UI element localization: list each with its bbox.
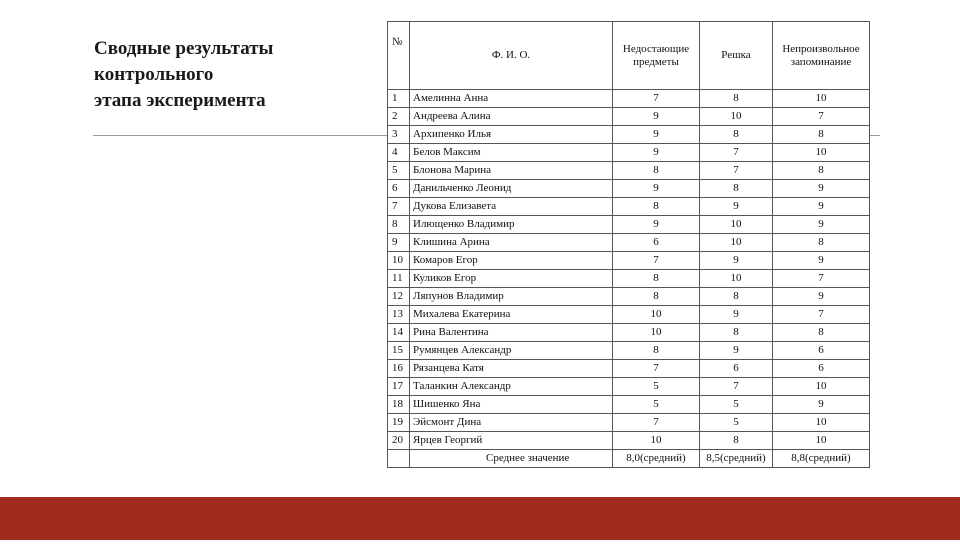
- row-reshka-cell: 9: [700, 252, 773, 270]
- row-missing-items-cell: 8: [613, 270, 700, 288]
- table-row: [388, 252, 870, 270]
- header-number: №: [388, 22, 410, 90]
- table-row: [388, 432, 870, 450]
- row-name-cell: Ярцев Георгий: [410, 432, 613, 450]
- row-involuntary-memory-cell: 9: [773, 180, 870, 198]
- slide-title: [94, 36, 334, 114]
- row-number-cell: 7: [388, 198, 410, 216]
- row-reshka-cell: 5: [700, 396, 773, 414]
- table-row: [388, 396, 870, 414]
- row-missing-items-cell: 8: [613, 162, 700, 180]
- table-row: [388, 360, 870, 378]
- results-table-container: [387, 21, 869, 464]
- row-involuntary-memory-cell: 7: [773, 306, 870, 324]
- row-missing-items-cell: 7: [613, 360, 700, 378]
- row-reshka-cell: 7: [700, 144, 773, 162]
- row-number-cell: 2: [388, 108, 410, 126]
- row-name-cell: Михалева Екатерина: [410, 306, 613, 324]
- row-number-cell: 3: [388, 126, 410, 144]
- row-reshka-cell: 8: [700, 324, 773, 342]
- row-involuntary-memory-cell: 10: [773, 432, 870, 450]
- row-involuntary-memory-cell: 10: [773, 378, 870, 396]
- header-involuntary-memory: Непроизвольное запоминание: [773, 22, 870, 90]
- row-number-cell: 17: [388, 378, 410, 396]
- average-missing-items: 8,0(средний): [613, 450, 700, 468]
- row-involuntary-memory-cell: 6: [773, 342, 870, 360]
- average-label: Среднее значение: [410, 450, 613, 468]
- row-number-cell: 10: [388, 252, 410, 270]
- table-row: [388, 108, 870, 126]
- table-row: [388, 378, 870, 396]
- row-involuntary-memory-cell: 8: [773, 234, 870, 252]
- row-involuntary-memory-cell: 9: [773, 216, 870, 234]
- row-name-cell: Дукова Елизавета: [410, 198, 613, 216]
- row-number-cell: 11: [388, 270, 410, 288]
- row-involuntary-memory-cell: 7: [773, 270, 870, 288]
- row-name-cell: Таланкин Александр: [410, 378, 613, 396]
- row-number-cell: 16: [388, 360, 410, 378]
- table-row: [388, 414, 870, 432]
- table-row: [388, 324, 870, 342]
- row-reshka-cell: 8: [700, 288, 773, 306]
- table-row: [388, 180, 870, 198]
- row-reshka-cell: 9: [700, 198, 773, 216]
- table-row: [388, 288, 870, 306]
- row-missing-items-cell: 10: [613, 306, 700, 324]
- row-involuntary-memory-cell: 10: [773, 90, 870, 108]
- row-name-cell: Куликов Егор: [410, 270, 613, 288]
- row-involuntary-memory-cell: 9: [773, 288, 870, 306]
- row-missing-items-cell: 10: [613, 432, 700, 450]
- row-reshka-cell: 7: [700, 162, 773, 180]
- row-name-cell: Эйсмонт Дина: [410, 414, 613, 432]
- row-involuntary-memory-cell: 7: [773, 108, 870, 126]
- row-name-cell: Данильченко Леонид: [410, 180, 613, 198]
- row-involuntary-memory-cell: 8: [773, 126, 870, 144]
- row-reshka-cell: 8: [700, 180, 773, 198]
- row-missing-items-cell: 5: [613, 378, 700, 396]
- table-row: [388, 198, 870, 216]
- row-number-cell: 6: [388, 180, 410, 198]
- table-row: [388, 234, 870, 252]
- row-reshka-cell: 7: [700, 378, 773, 396]
- table-row: [388, 270, 870, 288]
- footer-bar: [0, 497, 960, 540]
- row-involuntary-memory-cell: 8: [773, 324, 870, 342]
- row-reshka-cell: 10: [700, 216, 773, 234]
- row-missing-items-cell: 7: [613, 252, 700, 270]
- table-row: [388, 126, 870, 144]
- row-name-cell: Комаров Егор: [410, 252, 613, 270]
- row-name-cell: Ляпунов Владимир: [410, 288, 613, 306]
- row-involuntary-memory-cell: 6: [773, 360, 870, 378]
- row-reshka-cell: 6: [700, 360, 773, 378]
- row-involuntary-memory-cell: 10: [773, 414, 870, 432]
- row-name-cell: Андреева Алина: [410, 108, 613, 126]
- table-row: [388, 90, 870, 108]
- row-number-cell: 8: [388, 216, 410, 234]
- row-missing-items-cell: 7: [613, 90, 700, 108]
- row-missing-items-cell: 5: [613, 396, 700, 414]
- row-missing-items-cell: 9: [613, 216, 700, 234]
- header-name: Ф. И. О.: [410, 22, 613, 90]
- row-involuntary-memory-cell: 8: [773, 162, 870, 180]
- row-number-cell: 13: [388, 306, 410, 324]
- header-missing-items: Недостающие предметы: [613, 22, 700, 90]
- row-name-cell: Клишина Арина: [410, 234, 613, 252]
- row-name-cell: Амелинна Анна: [410, 90, 613, 108]
- row-missing-items-cell: 9: [613, 180, 700, 198]
- row-reshka-cell: 5: [700, 414, 773, 432]
- row-involuntary-memory-cell: 10: [773, 144, 870, 162]
- average-reshka: 8,5(средний): [700, 450, 773, 468]
- row-number-cell: 9: [388, 234, 410, 252]
- table-header-row: [388, 22, 870, 90]
- row-involuntary-memory-cell: 9: [773, 396, 870, 414]
- row-name-cell: Рина Валентина: [410, 324, 613, 342]
- row-missing-items-cell: 9: [613, 126, 700, 144]
- slide-title-line-1: Сводные результаты: [94, 38, 274, 59]
- average-involuntary-memory: 8,8(средний): [773, 450, 870, 468]
- row-reshka-cell: 10: [700, 234, 773, 252]
- table-row: [388, 342, 870, 360]
- row-number-cell: 4: [388, 144, 410, 162]
- average-no-cell: [388, 450, 410, 468]
- row-number-cell: 19: [388, 414, 410, 432]
- row-missing-items-cell: 10: [613, 324, 700, 342]
- slide-title-line-3: этапа эксперимента: [94, 90, 266, 111]
- table-row: [388, 216, 870, 234]
- header-reshka: Решка: [700, 22, 773, 90]
- row-reshka-cell: 8: [700, 90, 773, 108]
- row-reshka-cell: 10: [700, 270, 773, 288]
- row-missing-items-cell: 8: [613, 342, 700, 360]
- row-reshka-cell: 9: [700, 306, 773, 324]
- row-number-cell: 14: [388, 324, 410, 342]
- row-number-cell: 1: [388, 90, 410, 108]
- row-reshka-cell: 8: [700, 126, 773, 144]
- row-missing-items-cell: 8: [613, 198, 700, 216]
- results-table: [387, 21, 870, 468]
- row-reshka-cell: 10: [700, 108, 773, 126]
- table-row: [388, 306, 870, 324]
- row-name-cell: Шишенко Яна: [410, 396, 613, 414]
- table-row: [388, 144, 870, 162]
- row-number-cell: 12: [388, 288, 410, 306]
- row-missing-items-cell: 9: [613, 144, 700, 162]
- row-reshka-cell: 9: [700, 342, 773, 360]
- row-reshka-cell: 8: [700, 432, 773, 450]
- row-missing-items-cell: 9: [613, 108, 700, 126]
- row-number-cell: 15: [388, 342, 410, 360]
- row-missing-items-cell: 6: [613, 234, 700, 252]
- row-name-cell: Рязанцева Катя: [410, 360, 613, 378]
- row-involuntary-memory-cell: 9: [773, 198, 870, 216]
- row-number-cell: 20: [388, 432, 410, 450]
- average-row: [388, 450, 870, 468]
- row-number-cell: 18: [388, 396, 410, 414]
- row-name-cell: Блонова Марина: [410, 162, 613, 180]
- row-name-cell: Архипенко Илья: [410, 126, 613, 144]
- row-number-cell: 5: [388, 162, 410, 180]
- row-name-cell: Румянцев Александр: [410, 342, 613, 360]
- row-involuntary-memory-cell: 9: [773, 252, 870, 270]
- slide-title-line-2: контрольного: [94, 64, 214, 85]
- row-missing-items-cell: 8: [613, 288, 700, 306]
- row-name-cell: Илющенко Владимир: [410, 216, 613, 234]
- table-row: [388, 162, 870, 180]
- row-name-cell: Белов Максим: [410, 144, 613, 162]
- row-missing-items-cell: 7: [613, 414, 700, 432]
